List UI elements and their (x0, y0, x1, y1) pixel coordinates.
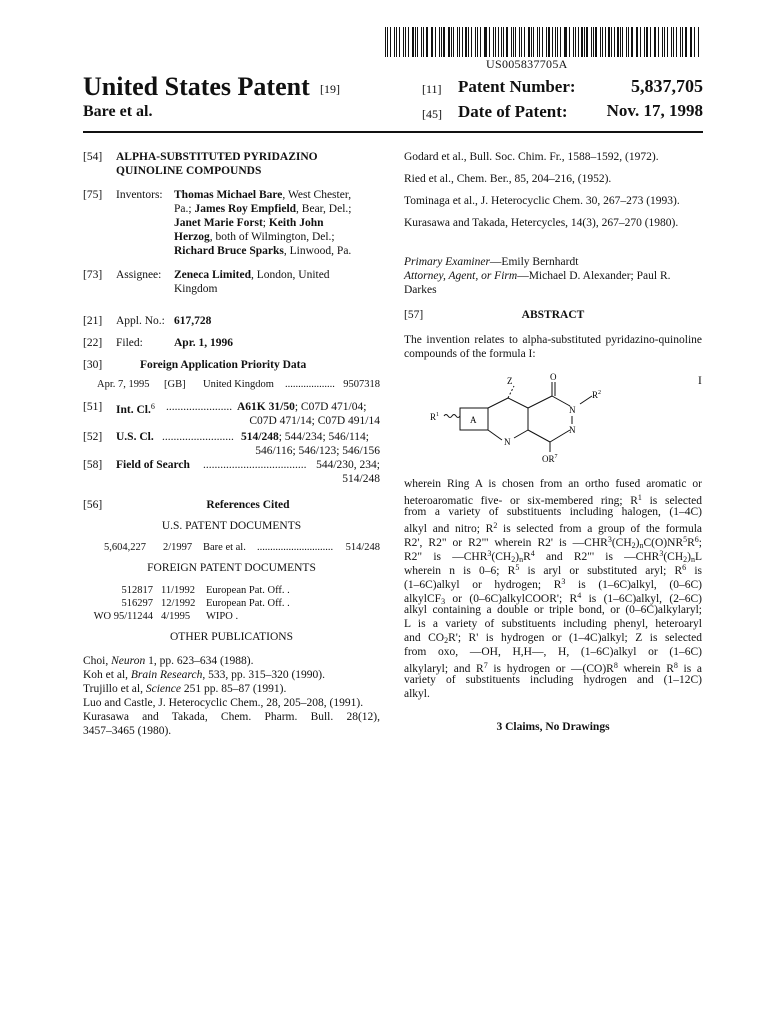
us-doc-number: 5,604,227 (104, 542, 146, 553)
patent-number: 5,837,705 (631, 76, 703, 96)
abstract-line: L is a variety of substituents including phenyl, heteroaryl (404, 618, 702, 630)
patent-country-title: United States Patent (83, 72, 310, 101)
uscl-values: 514/248; 544/234; 546/114; (241, 431, 370, 443)
other-pub: Luo and Castle, J. Heterocyclic Chem., 28, 205–208, (1991). (83, 697, 364, 709)
uscl-leader: ......................... (162, 431, 234, 443)
abstract-line: alkyl and nitro; $R^2$ is selected from a group of the formula (404, 521, 702, 535)
other-pub: Kurasawa and Takada, Chem. Pharm. Bull. 28(12), (83, 711, 380, 723)
appl-code: [21] (83, 315, 103, 327)
country-code: [19] (320, 82, 340, 96)
title-line-2: QUINOLINE COMPOUNDS (116, 165, 262, 177)
inventor-line: Richard Bruce Sparks, Linwood, Pa. (174, 245, 352, 257)
structure-or7-label: $OR^7$ (542, 454, 558, 464)
abstract-heading: ABSTRACT (521, 309, 585, 321)
other-pub: Choi, Neuron 1, pp. 623–634 (1988). (83, 655, 254, 667)
formula-label: I (698, 375, 702, 387)
ref-continued: Ried et al., Chem. Ber., 85, 204–216, (1952). (404, 173, 612, 185)
structure-r1-label: $R^1$ (430, 412, 440, 422)
inventor-line: Thomas Michael Bare, West Chester, (174, 189, 352, 201)
abstract-line: heteroaromatic five- or six-membered ring; $R^1$ is selected (404, 493, 703, 507)
intcl-leader: ....................... (166, 401, 233, 413)
inventors-label: Inventors: (116, 189, 163, 201)
foreign-docs-heading: FOREIGN PATENT DOCUMENTS (147, 562, 316, 574)
abstract-line: wherein Ring A is chosen from an ortho fused aromatic or (404, 478, 702, 490)
title-code: [54] (83, 151, 103, 163)
foreign-priority-code: [30] (83, 359, 103, 371)
assignee-line: Zeneca Limited, London, United (174, 269, 330, 281)
inventor-line: Herzog, both of Wilmington, Del.; (174, 231, 335, 243)
other-pubs-heading: OTHER PUBLICATIONS (170, 631, 293, 643)
foreign-doc-office: European Pat. Off. . (206, 598, 290, 609)
inventor-line: Pa.; James Roy Empfield, Bear, Del.; (174, 203, 352, 215)
intcl-code: [51] (83, 401, 103, 413)
filed-date: Apr. 1, 1996 (174, 337, 233, 349)
abstract-line: (1–6C)alkyl or hydrogen; $R^3$ is (1–6C)alkyl, (0–6C) (404, 577, 702, 591)
foreign-doc-number: 512817 (121, 585, 153, 596)
structure-n-bottom: N (504, 437, 511, 447)
other-pub: 3457–3465 (1980). (83, 725, 172, 737)
foreign-priority-date: Apr. 7, 1995 (97, 379, 150, 390)
inventor-line: Janet Marie Forst; Keith John (174, 217, 324, 229)
other-pub: Koh et al, Brain Research, 533, pp. 315–320 (1990). (83, 669, 326, 681)
assignee-line-2: Kingdom (174, 283, 218, 295)
us-doc-class: 514/248 (345, 542, 380, 553)
us-docs-heading: U.S. PATENT DOCUMENTS (161, 520, 302, 532)
refs-heading: References Cited (206, 499, 290, 511)
foreign-doc-number: WO 95/11244 (93, 611, 153, 622)
ref-continued: Kurasawa and Takada, Hetercycles, 14(3), 267–270 (1980). (404, 217, 679, 229)
chemical-structure (404, 368, 704, 468)
uscl-line-2: 546/116; 546/123; 546/156 (255, 445, 380, 457)
abstract-line: and $CO_2R'$; R' is hydrogen or (1–4C)alkyl; Z is selected (404, 632, 702, 645)
patent-date: Nov. 17, 1998 (606, 101, 703, 120)
abstract-line: alkylCF$_3$ or (0–6C)alkylCOOR'; $R^4$ is (1–6C)alkyl, (2–6C) (404, 591, 702, 606)
foreign-doc-date: 4/1995 (161, 611, 191, 622)
abstract-line: variety of substituents including hydrogen and (1–12C) (404, 674, 702, 686)
refs-code: [56] (83, 499, 103, 511)
intcl-values: A61K 31/50; C07D 471/04; (237, 401, 367, 413)
appl-number: 617,728 (174, 315, 212, 327)
assignee-code: [73] (83, 269, 103, 281)
foreign-doc-date: 11/1992 (161, 585, 196, 596)
abstract-line: R2', R2" or R2"' wherein R2' is $—CHR^3(CH_2)_nC(O)NR^5R^6$; (404, 535, 702, 550)
abstract-line: from oxo, —OH, H,H—, H, (1–6C)alkyl or (1–6C) (404, 646, 702, 658)
us-doc-leader: ............................. (257, 542, 334, 553)
date-label: Date of Patent: (458, 102, 568, 121)
assignee-label: Assignee: (116, 269, 162, 281)
uscl-code: [52] (83, 431, 103, 443)
structure-n-right: N (569, 425, 576, 435)
foreign-priority-leader: ................... (285, 379, 335, 390)
uscl-label: U.S. Cl. (116, 431, 154, 443)
foreign-priority-cc: [GB] (164, 379, 186, 390)
us-doc-date: 2/1997 (163, 542, 193, 553)
date-code: [45] (422, 107, 442, 121)
intcl-line-2: C07D 471/14; C07D 491/14 (249, 415, 380, 427)
title-line-1: ALPHA-SUBSTITUTED PYRIDAZINO (116, 151, 318, 163)
foreign-doc-office: European Pat. Off. . (206, 585, 290, 596)
structure-drawing (404, 368, 704, 468)
abstract-line: wherein n is 0–6; $R^5$ is aryl or substituted aryl; $R^6$ is (404, 563, 703, 577)
abstract-line: from a variety of substituents including halogen, (1–4C) (404, 506, 702, 518)
abstract-line: alkyl. (404, 688, 430, 700)
fos-line-2: 514/248 (342, 473, 380, 485)
structure-z-label: Z (507, 376, 513, 386)
foreign-priority-label: Foreign Application Priority Data (140, 359, 307, 371)
foreign-priority-number: 9507318 (343, 379, 380, 390)
structure-n-top: N (569, 405, 576, 415)
structure-ring-a: A (470, 415, 477, 425)
fos-values: 544/230, 234; (316, 459, 380, 471)
structure-r2-label: $R^2$ (592, 390, 602, 400)
fos-leader: .................................... (203, 459, 307, 471)
filed-label: Filed: (116, 337, 143, 349)
ref-continued: Godard et al., Bull. Soc. Chim. Fr., 1588–1592, (1972). (404, 151, 659, 163)
foreign-priority-country: United Kingdom (203, 379, 274, 390)
foreign-doc-office: WIPO . (206, 611, 239, 622)
abstract-intro: The invention relates to alpha-substituted pyridazino-quinoline compounds of the formula I: (404, 334, 702, 360)
primary-examiner: Primary Examiner—Emily Bernhardt (404, 256, 579, 268)
patent-number-label: Patent Number: (458, 77, 576, 96)
abstract-line: alkylaryl; and $R^7$ is hydrogen or $—(CO)R^8$ wherein $R^8$ is a (404, 661, 702, 675)
ref-continued: Tominaga et al., J. Heterocyclic Chem. 30, 267–273 (1993). (404, 195, 680, 207)
abstract-body (404, 477, 702, 701)
abstract-line: alkyl containing a double or triple bond, or (0–6C)alkylaryl; (404, 604, 702, 616)
structure-o-label: O (550, 372, 557, 382)
abstract-code: [57] (404, 309, 424, 321)
other-pub: Trujillo et al, Science 251 pp. 85–87 (1991). (83, 683, 287, 695)
claims-summary: 3 Claims, No Drawings (496, 721, 610, 733)
abstract-line: R2" is $—CHR^3(CH_2)_nR^4$ and R2"' is $—CHR^3(CH_2)_nL$ (404, 549, 703, 564)
attorney-line-2: Darkes (404, 284, 437, 296)
inventor-short: Bare et al. (83, 103, 153, 120)
appl-label: Appl. No.: (116, 315, 165, 327)
us-doc-name: Bare et al. (203, 542, 246, 553)
filed-code: [22] (83, 337, 103, 349)
foreign-doc-number: 516297 (121, 598, 153, 609)
document-number: US005837705A (486, 57, 568, 71)
inventors-code: [75] (83, 189, 103, 201)
patent-number-code: [11] (422, 82, 442, 96)
fos-label: Field of Search (116, 459, 190, 471)
fos-code: [58] (83, 459, 103, 471)
foreign-doc-date: 12/1992 (161, 598, 196, 609)
intcl-label: Int. Cl.$^6$ (116, 402, 155, 416)
attorney: Attorney, Agent, or Firm—Michael D. Alexander; Paul R. (404, 270, 671, 282)
